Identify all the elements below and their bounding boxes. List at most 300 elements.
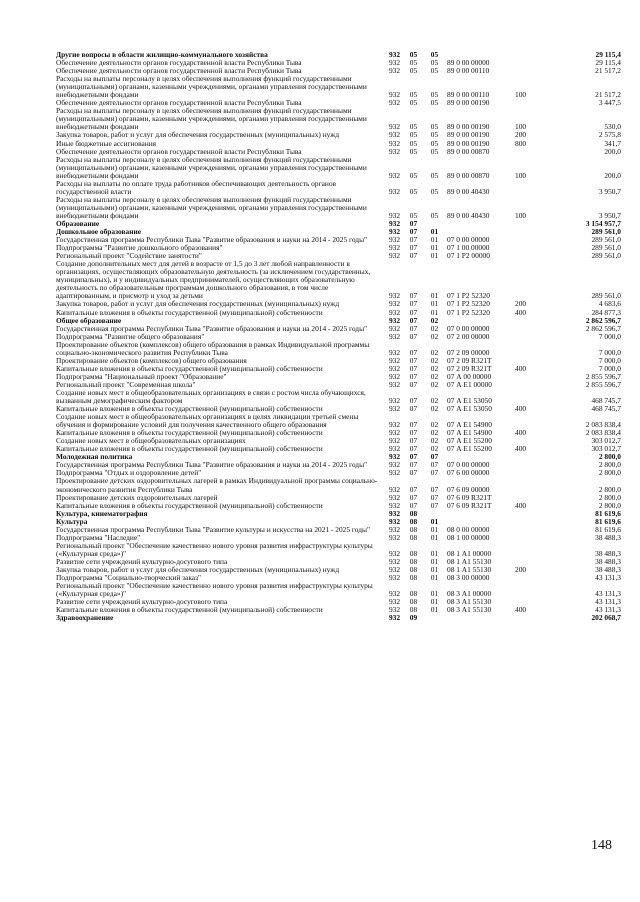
row-target-article: 07 0 00 00000	[447, 323, 490, 333]
row-podrazdel: 02	[430, 315, 439, 325]
row-amount: 289 561,0	[591, 235, 621, 245]
row-razdel: 07	[409, 235, 418, 245]
row-amount: 2 800,0	[598, 484, 621, 494]
row-razdel: 07	[409, 396, 418, 406]
row-grbs: 932	[388, 218, 401, 228]
row-target-article: 07 А E1 54900	[447, 428, 492, 438]
row-name: Капитальные вложения в объекты государственной (муниципальной) собственности	[56, 404, 323, 414]
row-name: Здравоохранение	[56, 613, 114, 623]
row-grbs: 932	[388, 556, 401, 566]
row-grbs: 932	[388, 323, 401, 333]
row-podrazdel: 07	[430, 492, 439, 502]
row-razdel: 08	[409, 524, 418, 534]
row-grbs: 932	[388, 532, 401, 542]
row-name: Государственная программа Республики Тыва "Развитие культуры и искусства на 2021 - 2025 годы"	[56, 524, 370, 534]
row-name: Дошкольное образование	[56, 227, 142, 237]
row-target-article: 08 3 А1 00000	[447, 589, 492, 599]
row-amount: 284 877,3	[591, 307, 621, 317]
row-podrazdel: 02	[430, 379, 439, 389]
row-grbs: 932	[388, 573, 401, 583]
row-amount: 2 800,0	[598, 452, 621, 462]
row-grbs: 932	[388, 396, 401, 406]
row-amount: 81 619,6	[595, 524, 621, 534]
row-podrazdel: 02	[430, 420, 439, 430]
table-row	[56, 107, 621, 131]
row-grbs: 932	[388, 500, 401, 510]
row-podrazdel: 02	[430, 404, 439, 414]
row-amount: 2 862 596,7	[585, 323, 621, 333]
row-name: Расходы на выплаты персоналу в целях обеспечения выполнения функций государственными (муниципальными) органами, казенными учреждениями, органами управления государственными внебюджетными фондами	[56, 154, 367, 180]
row-name: Закупка товаров, работ и услуг для обеспечения государственных (муниципальных) нужд	[56, 130, 340, 140]
row-podrazdel: 02	[430, 444, 439, 454]
row-razdel: 08	[409, 516, 418, 526]
row-amount: 81 619,6	[595, 516, 621, 526]
row-target-article: 08 1 А1 55130	[447, 556, 492, 566]
row-amount: 289 561,0	[591, 243, 621, 253]
row-grbs: 932	[388, 436, 401, 446]
row-podrazdel: 02	[430, 428, 439, 438]
row-target-article: 07 6 00 00000	[447, 468, 490, 478]
row-name: Региональный проект "Содействие занятости"	[56, 251, 202, 261]
row-target-article: 08 3 00 00000	[447, 573, 490, 583]
row-name: Образование	[56, 218, 100, 228]
row-grbs: 932	[388, 210, 401, 220]
row-target-article: 07 А E1 55200	[447, 444, 492, 454]
row-name: Культура, кинематография	[56, 508, 148, 518]
row-podrazdel: 02	[430, 371, 439, 381]
row-podrazdel: 05	[430, 146, 439, 156]
row-grbs: 932	[388, 484, 401, 494]
row-target-article: 89 0 00 00190	[447, 122, 490, 132]
row-razdel: 07	[409, 363, 418, 373]
row-razdel: 05	[409, 146, 418, 156]
row-grbs: 932	[388, 492, 401, 502]
row-name: Проектирование детских оздоровительных лагерей	[56, 492, 218, 502]
row-grbs: 932	[388, 508, 401, 518]
table-row	[56, 477, 621, 493]
row-amount: 289 561,0	[591, 291, 621, 301]
row-razdel: 05	[409, 122, 418, 132]
row-podrazdel: 02	[430, 323, 439, 333]
table-row	[56, 526, 621, 534]
row-grbs: 932	[388, 98, 401, 108]
row-name: Государственная программа Республики Тыва "Развитие образования и науки на 2014 - 2025 годы"	[56, 235, 368, 245]
row-podrazdel: 01	[430, 524, 439, 534]
row-amount: 7 000,0	[598, 331, 621, 341]
row-grbs: 932	[388, 146, 401, 156]
row-grbs: 932	[388, 243, 401, 253]
row-razdel: 07	[409, 218, 418, 228]
row-grbs: 932	[388, 605, 401, 615]
row-podrazdel: 01	[430, 291, 439, 301]
table-row	[56, 180, 621, 196]
row-amount: 289 561,0	[591, 251, 621, 261]
row-grbs: 932	[388, 235, 401, 245]
row-target-article: 07 2 09 R321T	[447, 363, 492, 373]
row-podrazdel: 01	[430, 235, 439, 245]
row-grbs: 932	[388, 50, 401, 59]
row-grbs: 932	[388, 428, 401, 438]
table-row	[56, 510, 621, 518]
row-name: Региональный проект "Современная школа"	[56, 379, 196, 389]
row-name: Закупка товаров, работ и услуг для обеспечения государственных (муниципальных) нужд	[56, 299, 340, 309]
row-razdel: 05	[409, 66, 418, 76]
row-name: Капитальные вложения в объекты государственной (муниципальной) собственности	[56, 500, 323, 510]
table-row	[56, 309, 621, 317]
row-podrazdel: 02	[430, 347, 439, 357]
row-target-article: 08 1 А1 55130	[447, 565, 492, 574]
row-razdel: 07	[409, 444, 418, 454]
row-target-article: 07 1 P2 52320	[447, 291, 490, 301]
row-name: Капитальные вложения в объекты государственной (муниципальной) собственности	[56, 307, 323, 317]
row-name: Общее образование	[56, 315, 122, 325]
row-razdel: 05	[409, 186, 418, 196]
row-name: Расходы на выплаты персоналу в целях обеспечения выполнения функций государственными (муниципальными) органами, казенными учреждениями, органами управления государственными внебюджетными фондами	[56, 74, 367, 100]
row-grbs: 932	[388, 138, 401, 148]
row-amount: 81 619,6	[595, 508, 621, 518]
row-razdel: 08	[409, 548, 418, 558]
table-row	[56, 156, 621, 180]
row-grbs: 932	[388, 307, 401, 317]
row-grbs: 932	[388, 548, 401, 558]
row-grbs: 932	[388, 404, 401, 414]
row-amount: 530,0	[604, 122, 621, 132]
row-target-article: 89 0 00 00190	[447, 98, 490, 108]
row-amount: 21 517,2	[595, 90, 621, 100]
row-name: Подпрограмма "Развитие общего образования"	[56, 331, 205, 341]
row-name: Закупка товаров, работ и услуг для обеспечения государственных (муниципальных) нужд	[56, 565, 340, 574]
row-target-article: 08 0 00 00000	[447, 524, 490, 534]
row-target-article: 89 0 00 00190	[447, 130, 490, 140]
row-target-article: 08 1 00 00000	[447, 532, 490, 542]
row-name: Подпрограмма "Наследие"	[56, 532, 141, 542]
row-razdel: 07	[409, 323, 418, 333]
row-name: Расходы на выплаты по оплате труда работников обеспечивающих деятельность органов государственной власти	[56, 178, 337, 196]
row-amount: 200,0	[604, 146, 621, 156]
row-expense-type: 400	[515, 444, 527, 454]
row-grbs: 932	[388, 66, 401, 76]
budget-table	[56, 51, 621, 622]
row-podrazdel: 01	[430, 589, 439, 599]
row-name: Иные бюджетные ассигнования	[56, 138, 157, 148]
row-name: Региональный проект "Обеспечение качественно нового уровня развития инфраструктуры культуры («Культурная среда»)"	[56, 581, 373, 599]
row-podrazdel: 01	[430, 556, 439, 566]
row-amount: 7 000,0	[598, 347, 621, 357]
row-grbs: 932	[388, 363, 401, 373]
row-razdel: 07	[409, 420, 418, 430]
row-razdel: 07	[409, 492, 418, 502]
row-amount: 29 115,4	[595, 50, 621, 59]
row-expense-type: 200	[515, 299, 527, 309]
row-amount: 2 800,0	[598, 492, 621, 502]
row-name: Другие вопросы в области жилищно-коммунального хозяйства	[56, 50, 268, 59]
row-podrazdel: 01	[430, 573, 439, 583]
row-podrazdel: 07	[430, 468, 439, 478]
row-target-article: 07 А E1 54900	[447, 420, 492, 430]
row-podrazdel: 02	[430, 363, 439, 373]
row-podrazdel: 05	[430, 170, 439, 180]
row-podrazdel: 07	[430, 460, 439, 470]
row-podrazdel: 02	[430, 331, 439, 341]
row-amount: 2 083 838,4	[585, 420, 621, 430]
row-razdel: 07	[409, 355, 418, 365]
row-razdel: 05	[409, 98, 418, 108]
row-name: Культура	[56, 516, 88, 526]
row-amount: 2 575,8	[598, 130, 621, 140]
row-expense-type: 100	[515, 210, 527, 220]
row-name: Капитальные вложения в объекты государственной (муниципальной) собственности	[56, 428, 323, 438]
row-podrazdel: 05	[430, 130, 439, 140]
row-target-article: 07 А E1 55200	[447, 436, 492, 446]
row-razdel: 08	[409, 565, 418, 574]
row-grbs: 932	[388, 90, 401, 100]
row-target-article: 07 А E1 53050	[447, 396, 492, 406]
row-amount: 468 745,7	[591, 404, 621, 414]
row-expense-type: 200	[515, 130, 527, 140]
row-amount: 7 000,0	[598, 363, 621, 373]
row-name: Обеспечение деятельности органов государственной власти Республики Тыва	[56, 66, 302, 76]
row-target-article: 07 0 00 00000	[447, 235, 490, 245]
row-name: Подпрограмма "Национальный проект "Образование"	[56, 371, 227, 381]
row-target-article: 89 0 00 00190	[447, 138, 490, 148]
row-razdel: 05	[409, 130, 418, 140]
row-amount: 7 000,0	[598, 355, 621, 365]
row-expense-type: 100	[515, 170, 527, 180]
row-razdel: 07	[409, 227, 418, 237]
row-expense-type: 400	[515, 605, 527, 615]
row-grbs: 932	[388, 186, 401, 196]
row-podrazdel: 01	[430, 532, 439, 542]
row-razdel: 05	[409, 138, 418, 148]
row-razdel: 07	[409, 452, 418, 462]
row-grbs: 932	[388, 379, 401, 389]
row-podrazdel: 01	[430, 605, 439, 615]
row-amount: 289 561,0	[591, 227, 621, 237]
row-grbs: 932	[388, 371, 401, 381]
row-target-article: 89 0 00 00870	[447, 170, 490, 180]
row-podrazdel: 05	[430, 50, 439, 59]
row-podrazdel: 07	[430, 484, 439, 494]
row-target-article: 07 0 00 00000	[447, 460, 490, 470]
row-name: Расходы на выплаты персоналу в целях обеспечения выполнения функций государственными (муниципальными) органами, казенными учреждениями, органами управления государственными внебюджетными фондами	[56, 194, 367, 220]
table-row	[56, 196, 621, 220]
row-name: Подпрограмма "Развитие дошкольного образования"	[56, 243, 223, 253]
table-row	[56, 445, 621, 453]
row-amount: 200,0	[604, 170, 621, 180]
row-grbs: 932	[388, 589, 401, 599]
row-expense-type: 100	[515, 90, 527, 100]
row-podrazdel: 05	[430, 138, 439, 148]
row-name: Региональный проект "Обеспечение качественно нового уровня развития инфраструктуры культуры («Культурная среда»)"	[56, 540, 373, 558]
row-grbs: 932	[388, 130, 401, 140]
row-podrazdel: 05	[430, 98, 439, 108]
row-target-article: 08 1 А1 00000	[447, 548, 492, 558]
row-target-article: 89 0 00 00110	[447, 66, 490, 76]
row-grbs: 932	[388, 299, 401, 309]
row-target-article: 89 0 00 00000	[447, 58, 490, 68]
row-razdel: 07	[409, 243, 418, 253]
row-name: Капитальные вложения в объекты государственной (муниципальной) собственности	[56, 363, 323, 373]
row-razdel: 07	[409, 436, 418, 446]
row-target-article: 89 0 00 40430	[447, 210, 490, 220]
row-razdel: 07	[409, 379, 418, 389]
row-razdel: 05	[409, 90, 418, 100]
row-razdel: 05	[409, 210, 418, 220]
row-grbs: 932	[388, 315, 401, 325]
row-podrazdel: 07	[430, 500, 439, 510]
row-grbs: 932	[388, 444, 401, 454]
row-amount: 202 068,7	[591, 613, 621, 623]
row-expense-type: 400	[515, 307, 527, 317]
row-podrazdel: 01	[430, 516, 439, 526]
row-amount: 43 131,3	[595, 573, 621, 583]
row-name: Государственная программа Республики Тыва "Развитие образования и науки на 2014 - 2025 годы"	[56, 323, 368, 333]
row-grbs: 932	[388, 170, 401, 180]
row-razdel: 05	[409, 170, 418, 180]
row-amount: 2 855 596,7	[585, 379, 621, 389]
row-podrazdel: 05	[430, 186, 439, 196]
row-name: Подпрограмма "Отдых и оздоровление детей"	[56, 468, 202, 478]
row-expense-type: 400	[515, 363, 527, 373]
row-target-article: 08 3 А1 55130	[447, 605, 492, 615]
row-grbs: 932	[388, 420, 401, 430]
table-row	[56, 413, 621, 429]
row-amount: 3 950,7	[598, 186, 621, 196]
row-razdel: 07	[409, 299, 418, 309]
row-name: Развитие сети учреждений культурно-досугового типа	[56, 556, 228, 566]
table-row	[56, 582, 621, 598]
row-amount: 341,7	[604, 138, 621, 148]
row-razdel: 07	[409, 500, 418, 510]
row-razdel: 07	[409, 291, 418, 301]
row-amount: 38 488,3	[595, 565, 621, 574]
row-amount: 2 862 596,7	[585, 315, 621, 325]
row-razdel: 07	[409, 484, 418, 494]
row-name: Расходы на выплаты персоналу в целях обеспечения выполнения функций государственными (муниципальными) органами, казенными учреждениями, органами управления государственными внебюджетными фондами	[56, 106, 367, 132]
row-name: Создание дополнительных мест для детей в возрасте от 1,5 до 3 лет любой направленности в организациях, осуществляющих образовательную деятельность (за исключением государственных, муниципальных), и у индивидуальных предпринимателей, осуществляющих образовательную деятельность по образовательным программам дошкольного образования, в том числе адаптированным, и присмотр и уход за детьми	[56, 259, 371, 301]
row-razdel: 08	[409, 597, 418, 607]
row-amount: 43 131,3	[595, 589, 621, 599]
row-razdel: 07	[409, 428, 418, 438]
row-grbs: 932	[388, 613, 401, 623]
row-grbs: 932	[388, 460, 401, 470]
row-name: Государственная программа Республики Тыва "Развитие образования и науки на 2014 - 2025 годы"	[56, 460, 368, 470]
row-podrazdel: 01	[430, 299, 439, 309]
row-target-article: 89 0 00 40430	[447, 186, 490, 196]
row-razdel: 07	[409, 347, 418, 357]
table-row	[56, 614, 621, 622]
row-expense-type: 400	[515, 428, 527, 438]
row-razdel: 05	[409, 58, 418, 68]
row-grbs: 932	[388, 58, 401, 68]
row-amount: 303 012,7	[591, 444, 621, 454]
row-target-article: 07 А 00 00000	[447, 371, 492, 381]
row-expense-type: 100	[515, 122, 527, 132]
row-grbs: 932	[388, 291, 401, 301]
row-grbs: 932	[388, 331, 401, 341]
row-podrazdel: 01	[430, 243, 439, 253]
row-podrazdel: 01	[430, 597, 439, 607]
row-amount: 4 683,6	[598, 299, 621, 309]
row-podrazdel: 01	[430, 307, 439, 317]
row-amount: 2 800,0	[598, 500, 621, 510]
row-podrazdel: 01	[430, 548, 439, 558]
page-number: 148	[591, 838, 612, 853]
table-row	[56, 542, 621, 558]
row-amount: 3 447,5	[598, 98, 621, 108]
row-target-article: 89 0 00 00870	[447, 146, 490, 156]
row-amount: 38 488,3	[595, 556, 621, 566]
row-target-article: 07 1 P2 00000	[447, 251, 490, 261]
row-target-article: 07 1 00 00000	[447, 243, 490, 253]
row-amount: 2 083 838,4	[585, 428, 621, 438]
row-amount: 3 154 957,7	[585, 218, 621, 228]
row-razdel: 05	[409, 50, 418, 59]
row-grbs: 932	[388, 452, 401, 462]
row-razdel: 08	[409, 532, 418, 542]
row-name: Капитальные вложения в объекты государственной (муниципальной) собственности	[56, 605, 323, 615]
row-razdel: 07	[409, 460, 418, 470]
row-razdel: 08	[409, 589, 418, 599]
row-razdel: 08	[409, 573, 418, 583]
row-podrazdel: 02	[430, 436, 439, 446]
row-target-article: 07 А E1 00000	[447, 379, 492, 389]
row-target-article: 07 6 09 00000	[447, 484, 490, 494]
row-podrazdel: 05	[430, 122, 439, 132]
table-row	[56, 389, 621, 405]
row-target-article: 08 3 А1 55130	[447, 597, 492, 607]
row-name: Проектирование детских оздоровительных лагерей в рамках Индивидуальной программы социально-экономического развития Республики Тыва	[56, 476, 378, 494]
row-target-article: 07 6 09 R321T	[447, 492, 492, 502]
row-expense-type: 800	[515, 138, 527, 148]
row-amount: 468 745,7	[591, 396, 621, 406]
row-grbs: 932	[388, 516, 401, 526]
row-amount: 38 488,3	[595, 532, 621, 542]
row-target-article: 89 0 00 00110	[447, 90, 490, 100]
row-razdel: 07	[409, 315, 418, 325]
row-target-article: 07 2 00 00000	[447, 331, 490, 341]
row-target-article: 07 1 P2 52320	[447, 299, 490, 309]
table-row	[56, 606, 621, 614]
row-target-article: 07 6 09 R321T	[447, 500, 492, 510]
row-grbs: 932	[388, 524, 401, 534]
row-podrazdel: 05	[430, 210, 439, 220]
row-target-article: 07 2 09 R321T	[447, 355, 492, 365]
row-razdel: 07	[409, 251, 418, 261]
row-expense-type: 400	[515, 500, 527, 510]
table-row	[56, 341, 621, 357]
row-name: Создание новых мест в общеобразовательных организациях в целях ликвидации третьей смены обучения и формирование условий для получения качественного общего образования	[56, 412, 359, 430]
row-name: Создание новых мест в общеобразовательных организациях в связи с ростом числа обучающихся, вызванным демографическим фактором	[56, 387, 366, 406]
row-target-article: 07 2 09 00000	[447, 347, 490, 357]
row-name: Проектирование объектов (комплексов) общего образования	[56, 355, 247, 365]
row-target-article: 07 А E1 53050	[447, 404, 492, 414]
row-name: Создание новых мест в общеобразовательных организациях	[56, 436, 246, 446]
row-name: Проектирование объектов (комплексов) общего образования в рамках Индивидуальной программы социально-экономического развития Республики Тыва	[56, 339, 370, 357]
table-row	[56, 260, 621, 300]
row-amount: 3 950,7	[598, 210, 621, 220]
row-amount: 43 131,3	[595, 605, 621, 615]
row-name: Обеспечение деятельности органов государственной власти Республики Тыва	[56, 98, 302, 108]
row-amount: 2 800,0	[598, 460, 621, 470]
row-amount: 21 517,2	[595, 66, 621, 76]
row-grbs: 932	[388, 355, 401, 365]
row-amount: 29 115,4	[595, 58, 621, 68]
row-podrazdel: 02	[430, 355, 439, 365]
row-grbs: 932	[388, 565, 401, 574]
row-grbs: 932	[388, 347, 401, 357]
row-razdel: 08	[409, 605, 418, 615]
